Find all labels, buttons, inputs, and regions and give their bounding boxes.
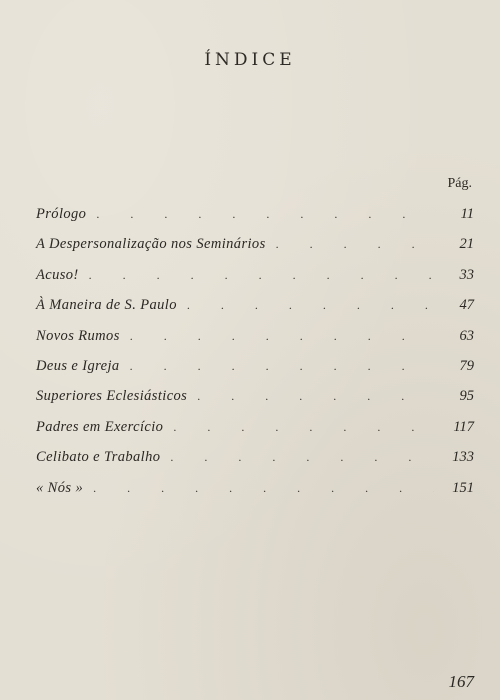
dot-leader [197, 389, 434, 404]
toc-entry-deus-e-igreja [36, 358, 474, 388]
toc-entry-prologo [36, 206, 474, 236]
toc-entry-label: « Nós » [36, 479, 84, 496]
toc-entry-page: 95 [459, 388, 474, 405]
toc-entry-label: Acuso! [36, 266, 79, 283]
page-number: 167 [448, 672, 474, 691]
dot-leader [93, 481, 434, 496]
toc-entry-label: Deus e Igreja [36, 357, 120, 374]
page-title: ÍNDICE [204, 50, 296, 70]
dot-leader [130, 359, 434, 374]
dot-leader [96, 207, 434, 222]
toc-entry-page: 133 [452, 449, 474, 466]
page-column-header: Pág. [447, 176, 472, 191]
toc-entry-page: 117 [453, 418, 474, 435]
toc-entry-celibato [36, 449, 474, 479]
toc-entry-page: 151 [452, 479, 474, 496]
toc-entry-maneira-s-paulo [36, 297, 474, 327]
toc-entry-label: À Maneira de S. Paulo [36, 297, 177, 314]
toc-entry-label: Novos Rumos [36, 327, 120, 344]
dot-leader [276, 237, 434, 252]
toc-entry-label: Superiores Eclesiásticos [36, 388, 188, 405]
toc-entry-page: 79 [459, 357, 474, 374]
toc-entry-label: Celibato e Trabalho [36, 449, 161, 466]
dot-leader [187, 298, 434, 313]
toc-entry-label: A Despersonalização nos Seminários [36, 236, 266, 253]
toc-entry-page: 21 [459, 236, 474, 253]
toc-entry-nos [36, 480, 474, 510]
toc-entry-superiores [36, 388, 474, 418]
toc-entry-padres [36, 419, 474, 449]
toc-entry-acuso [36, 267, 474, 297]
dot-leader [89, 268, 434, 283]
dot-leader [173, 420, 434, 435]
toc-entry-page: 11 [460, 206, 474, 222]
toc-entry-page: 47 [459, 297, 474, 314]
dot-leader [170, 450, 434, 465]
toc-entry-page: 33 [459, 266, 474, 283]
toc-entry-novos-rumos [36, 328, 474, 358]
toc-entry-page: 63 [459, 327, 474, 344]
toc-entry-label: Padres em Exercício [36, 418, 164, 435]
toc-entry-label: Prólogo [36, 206, 87, 222]
toc-entry-despersonalizacao [36, 236, 474, 266]
dot-leader [130, 329, 434, 344]
table-of-contents [36, 206, 474, 510]
